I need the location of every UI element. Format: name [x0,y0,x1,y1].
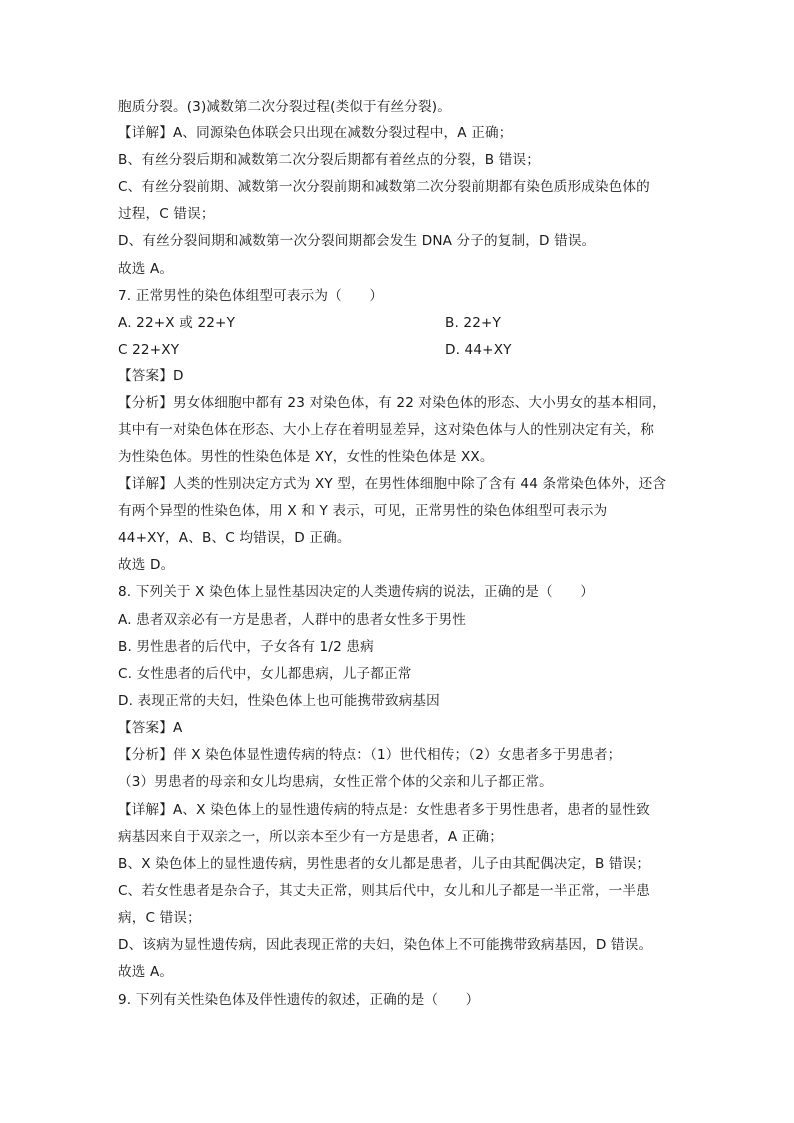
question-title: 7. 正常男性的染色体组型可表示为（ ） [118,288,384,304]
option-b: B. 22+Y [445,315,502,331]
question-title: 9. 下列有关性染色体及伴性遗传的叙述，正确的是（ ） [118,992,480,1008]
text-line: C、有丝分裂前期、减数第一次分裂前期和减数第二次分裂前期都有染色质形成染色体的 [118,179,650,195]
text-line: 【详解】人类的性别决定方式为 XY 型，在男性体细胞中除了含有 44 条常染色体外，还含 [118,476,667,492]
text-line: 有两个异型的性染色体，用 X 和 Y 表示，可见，正常男性的染色体组型可表示为 [118,503,608,519]
text-line: D、该病为显性遗传病，因此表现正常的夫妇，染色体上不可能携带致病基因，D 错误。 [118,937,653,953]
text-line: （3）男患者的母亲和女儿均患病，女性正常个体的父亲和儿子都正常。 [118,774,553,790]
text-line: 【分析】伴 X 染色体显性遗传病的特点：（1）世代相传；（2）女患者多于男患者； [118,747,622,763]
text-line: 过程，C 错误； [118,206,215,222]
text-line: 故选 D。 [118,557,175,573]
text-line: 病，C 错误； [118,910,201,926]
answer-label: 【答案】D [118,368,184,384]
text-line: 病基因来自于双亲之一，所以亲本至少有一方是患者，A 正确； [118,829,503,845]
option-a: A. 22+X 或 22+Y [118,315,236,331]
text-line: 为性染色体。男性的性染色体是 XY，女性的性染色体是 XX。 [118,449,494,465]
text-line: 44+XY，A、B、C 均错误，D 正确。 [118,530,351,546]
question-title: 8. 下列关于 X 染色体上显性基因决定的人类遗传病的说法，正确的是（ ） [118,584,594,600]
text-line: 【分析】男女体细胞中都有 23 对染色体，有 22 对染色体的形态、大小男女的基本相同， [118,395,666,411]
text-line: D、有丝分裂间期和减数第一次分裂间期都会发生 DNA 分子的复制，D 错误。 [118,233,596,249]
answer-label: 【答案】A [118,720,183,736]
option-c: C. 女性患者的后代中，女儿都患病，儿子都正常 [118,666,412,682]
option-b: B. 男性患者的后代中，子女各有 1/2 患病 [118,639,374,655]
text-line: B、X 染色体上的显性遗传病，男性患者的女儿都是患者，儿子由其配偶决定，B 错误； [118,856,651,872]
text-line: 故选 A。 [118,261,174,277]
text-line: 故选 A。 [118,964,174,980]
text-line: 其中有一对染色体在形态、大小上存在着明显差异，这对染色体与人的性别决定有关，称 [118,422,655,438]
option-a: A. 患者双亲必有一方是患者，人群中的患者女性多于男性 [118,612,467,628]
text-line: C、若女性患者是杂合子，其丈夫正常，则其后代中，女儿和儿子都是一半正常，一半患 [118,883,650,899]
text-line: B、有丝分裂后期和减数第二次分裂后期都有着丝点的分裂，B 错误； [118,152,540,168]
option-d: D. 44+XY [445,342,512,358]
text-line: 胞质分裂。(3)减数第二次分裂过程(类似于有丝分裂)。 [118,99,451,115]
option-c: C 22+XY [118,342,180,358]
option-d: D. 表现正常的夫妇，性染色体上也可能携带致病基因 [118,693,440,709]
text-line: 【详解】A、X 染色体上的显性遗传病的特点是：女性患者多于男性患者，患者的显性致 [118,802,650,818]
text-line: 【详解】A、同源染色体联会只出现在减数分裂过程中，A 正确； [118,125,513,141]
